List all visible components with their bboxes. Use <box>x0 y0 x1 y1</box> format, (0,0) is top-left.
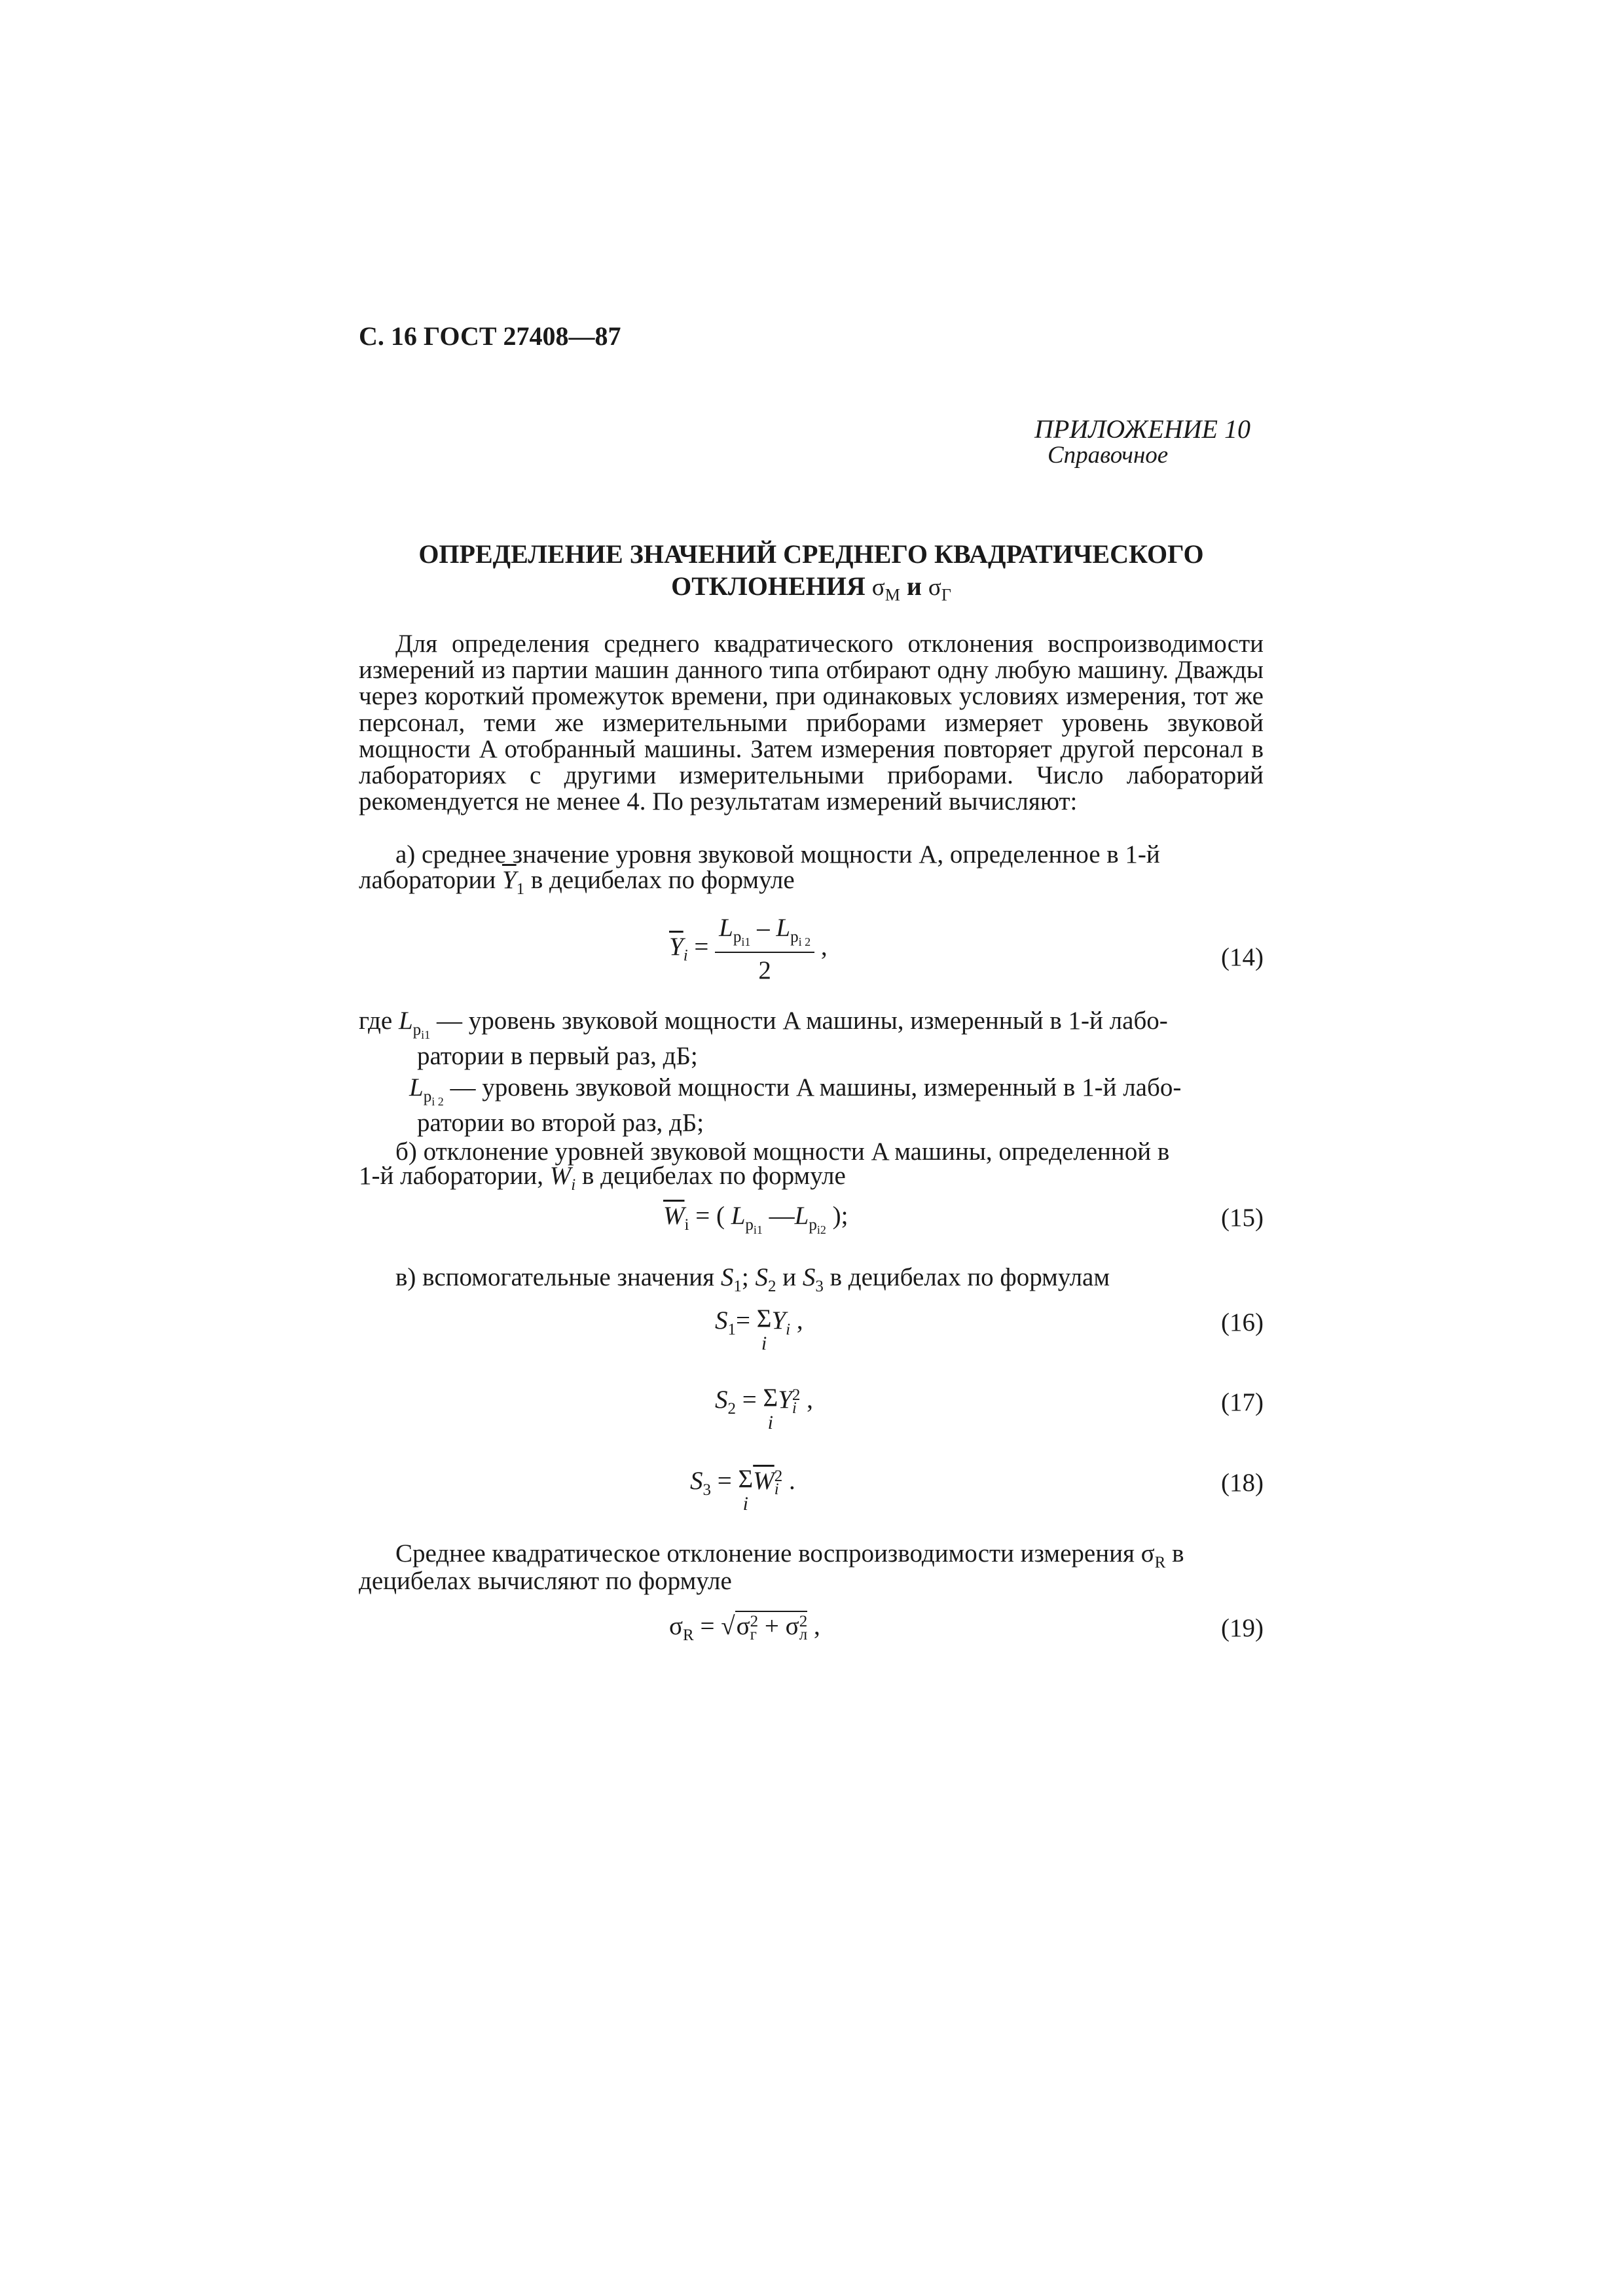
equation-16: $S_1= \Sigma$ i $Y_i$ , <box>715 1304 803 1354</box>
equation-17-number: (17) <box>1221 1388 1264 1416</box>
equation-19-number: (19) <box>1221 1614 1264 1642</box>
equation-14-number: (14) <box>1221 943 1264 971</box>
equation-15: $\overline{W}_i$ = ( $L_{p_{i1}}$ $—L_{p_{i2}}$ ); <box>663 1202 848 1236</box>
appendix-label: ПРИЛОЖЕНИЕ 10 <box>1034 414 1250 444</box>
equation-15-number: (15) <box>1221 1204 1264 1232</box>
where-lpi2: $L_{p_{i 2}}$ — уровень звуковой мощности A машины, измеренный в 1-й лабо- <box>409 1073 1182 1108</box>
equation-18-number: (18) <box>1221 1469 1264 1497</box>
section-title-line1: ОПРЕДЕЛЕНИЕ ЗНАЧЕНИЙ СРЕДНЕГО КВАДРАТИЧЕСКОГО <box>418 539 1204 569</box>
where-lpi1: где $L_{p_{i1}}$ — уровень звуковой мощности A машины, измеренный в 1-й лабо- <box>359 1007 1168 1041</box>
final-para-line1: Среднее квадратическое отклонение воспроизводимости измерения $\sigma_R$ в <box>395 1539 1184 1571</box>
item-b-line2: 1-й лаборатории, $W_i$ в децибелах по формуле <box>359 1162 846 1194</box>
item-c-line: в) вспомогательные значения $S_1$; $S_2$ и $S_3$ в децибелах по формулам <box>395 1263 1110 1295</box>
intro-paragraph: Для определения среднего квадратического отклонения воспроизводимости измерений из партии машин данного типа отбирают одну любую машину. Дважды через короткий промежуток времени, при одинаковых условиях измерения, тот же персонал, теми же измерительными приборами измеряет уровень звуковой мощности A отобранный машины. Затем измерения повторяет другой персонал в лабораториях с другими измерительными приборами. Число лабораторий рекомендуется не менее 4. По результатам измерений вычисляют: <box>359 630 1264 816</box>
item-b-line1: б) отклонение уровней звуковой мощности A машины, определенной в <box>395 1138 1170 1166</box>
item-a-line2: лаборатории $\overline{Y}_1$ в децибелах по формуле <box>359 866 795 898</box>
eq14-fraction: $\frac{L_{p_{i1}} - L_{p_{i 2}}}{2}$ <box>715 913 814 985</box>
final-para-line2: децибелах вычисляют по формуле <box>359 1567 732 1595</box>
section-title-line2 <box>359 571 1264 605</box>
sum-symbol: Σ i <box>763 1384 778 1433</box>
equation-18: $S_3 = \Sigma$ i $\overline{W}$ 2 i . <box>690 1465 795 1515</box>
sum-symbol: Σ i <box>738 1465 754 1515</box>
equation-16-number: (16) <box>1221 1308 1264 1336</box>
equation-14: $\overline{Y}_i$ = $\frac{L_{p_{i1}} - L_{p_{i 2}}}{2}$ , <box>669 914 828 984</box>
title-word: ОТКЛОНЕНИЯ <box>671 571 866 601</box>
item-a-line1: а) среднее значение уровня звуковой мощности A, определенное в 1-й <box>395 840 1160 869</box>
page-header: С. 16 ГОСТ 27408—87 <box>359 321 621 351</box>
title-conj: и <box>906 571 922 601</box>
equation-19: $\sigma_R = √\sigma$ 2 г + σ 2 л , <box>669 1612 820 1644</box>
appendix-type: Справочное <box>1048 442 1169 469</box>
where-lpi1-cont: ратории в первый раз, дБ; <box>417 1042 698 1070</box>
where-lpi2-cont: ратории во второй раз, дБ; <box>417 1109 704 1137</box>
sqrt-body: σ 2 г + σ 2 л <box>736 1612 808 1644</box>
sigma-m-symbol: $\sigma_М$ <box>871 574 900 605</box>
sigma-g-symbol: $\sigma_Г$ <box>928 574 951 605</box>
sum-symbol: Σ i <box>756 1304 772 1354</box>
equation-17: $S_2 = \Sigma$ i Y 2 i , <box>715 1384 813 1433</box>
